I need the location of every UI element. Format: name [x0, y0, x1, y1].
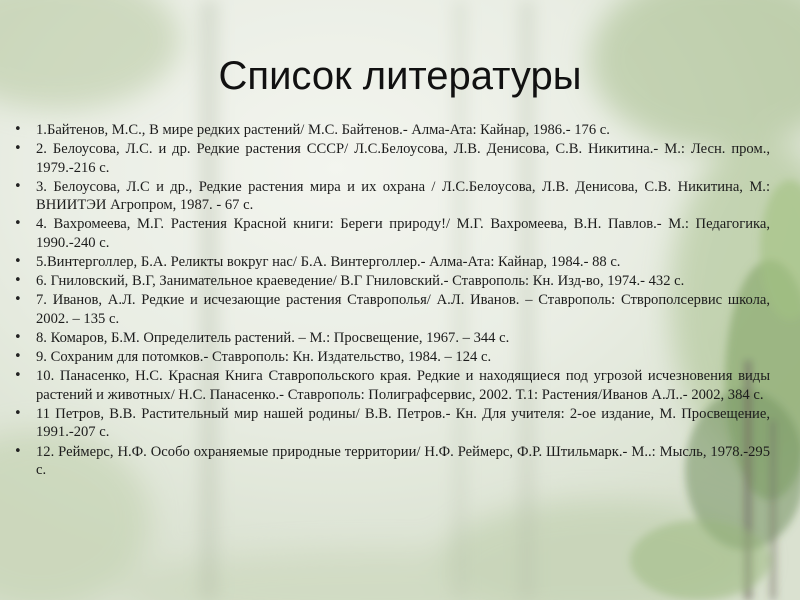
bullet-icon: • [14, 330, 22, 346]
reference-text: 6. Гниловский, В.Г, Занимательное краеведение/ В.Г Гниловский.- Ставрополь: Кн. Изд-во, 1974.- 432 с. [36, 273, 685, 290]
reference-text: 12. Реймерс, Н.Ф. Особо охраняемые природные территории/ Н.Ф. Реймерс, Ф.Р. Штильмарк.- М..: Мысль, 1978.-295 с. [36, 443, 770, 479]
reference-item [14, 253, 770, 271]
reference-text: 7. Иванов, А.Л. Редкие и исчезающие растения Ставрополья/ А.Л. Иванов. – Ставрополь: Стврополсервис школа, 2002. – 135 с. [36, 292, 770, 327]
reference-text: 11 Петров, В.В. Растительный мир нашей родины/ В.В. Петров.- Кн. Для учителя: 2-ое издание, М. Просвещение, 1991.-207 с. [36, 406, 770, 441]
reference-text: 10. Панасенко, Н.С. Красная Книга Ставропольского края. Редкие и находящиеся под угрозой исчезновения виды растений и животных/ Н.С. Панасенко.- Ставрополь: Полиграфсервис, 2002. Т.1: Растения/Иванов А.Л..- 2002, 384 с. [36, 368, 770, 403]
bullet-icon: • [14, 349, 22, 365]
bullet-icon: • [14, 216, 22, 232]
reference-item [14, 272, 770, 290]
bullet-icon: • [14, 122, 22, 137]
reference-item [14, 140, 770, 177]
reference-text: 1.Байтенов, М.С., В мире редких растений/ М.С. Байтенов.- Алма-Ата: Кайнар, 1986.- 176 с. [36, 122, 610, 138]
bullet-icon: • [14, 273, 22, 289]
reference-list [14, 121, 770, 480]
reference-text: 3. Белоусова, Л.С и др., Редкие растения мира и их охрана / Л.С.Белоусова, Л.В. Денисова, С.В. Никитина, М.: ВНИИТЭИ Агропром, 1987. - 67 с. [36, 178, 770, 214]
reference-item [14, 121, 770, 139]
bullet-icon: • [14, 141, 22, 157]
reference-item [14, 178, 770, 215]
reference-text: 9. Сохраним для потомков.- Ставрополь: Кн. Издательство, 1984. – 124 с. [36, 349, 492, 366]
reference-item [14, 405, 770, 442]
bullet-icon: • [14, 292, 22, 308]
bullet-icon: • [14, 368, 22, 384]
reference-text: 5.Винтерголлер, Б.А. Реликты вокруг нас/ Б.А. Винтерголлер.- Алма-Ата: Кайнар, 1984.- 88 с. [36, 254, 621, 271]
reference-item [14, 329, 770, 347]
reference-item [14, 291, 770, 328]
reference-text: 8. Комаров, Б.М. Определитель растений. – М.: Просвещение, 1967. – 344 с. [36, 330, 510, 347]
bullet-icon: • [14, 254, 22, 270]
reference-item [14, 348, 770, 366]
reference-text: 4. Вахромеева, М.Г. Растения Красной книги: Береги природу!/ М.Г. Вахромеева, В.Н. Павлов.- М.: Педагогика, 1990.-240 с. [36, 216, 770, 251]
reference-item [14, 443, 770, 480]
bullet-icon: • [14, 178, 22, 194]
bullet-icon: • [14, 406, 22, 422]
reference-item [14, 215, 770, 252]
reference-text: 2. Белоусова, Л.С. и др. Редкие растения СССР/ Л.С.Белоусова, Л.В. Денисова, С.В. Никитина.- М.: Лесн. пром., 1979.-216 с. [36, 141, 770, 176]
reference-item [14, 367, 770, 404]
slide-title: Список литературы [218, 54, 582, 98]
bullet-icon: • [14, 443, 22, 459]
